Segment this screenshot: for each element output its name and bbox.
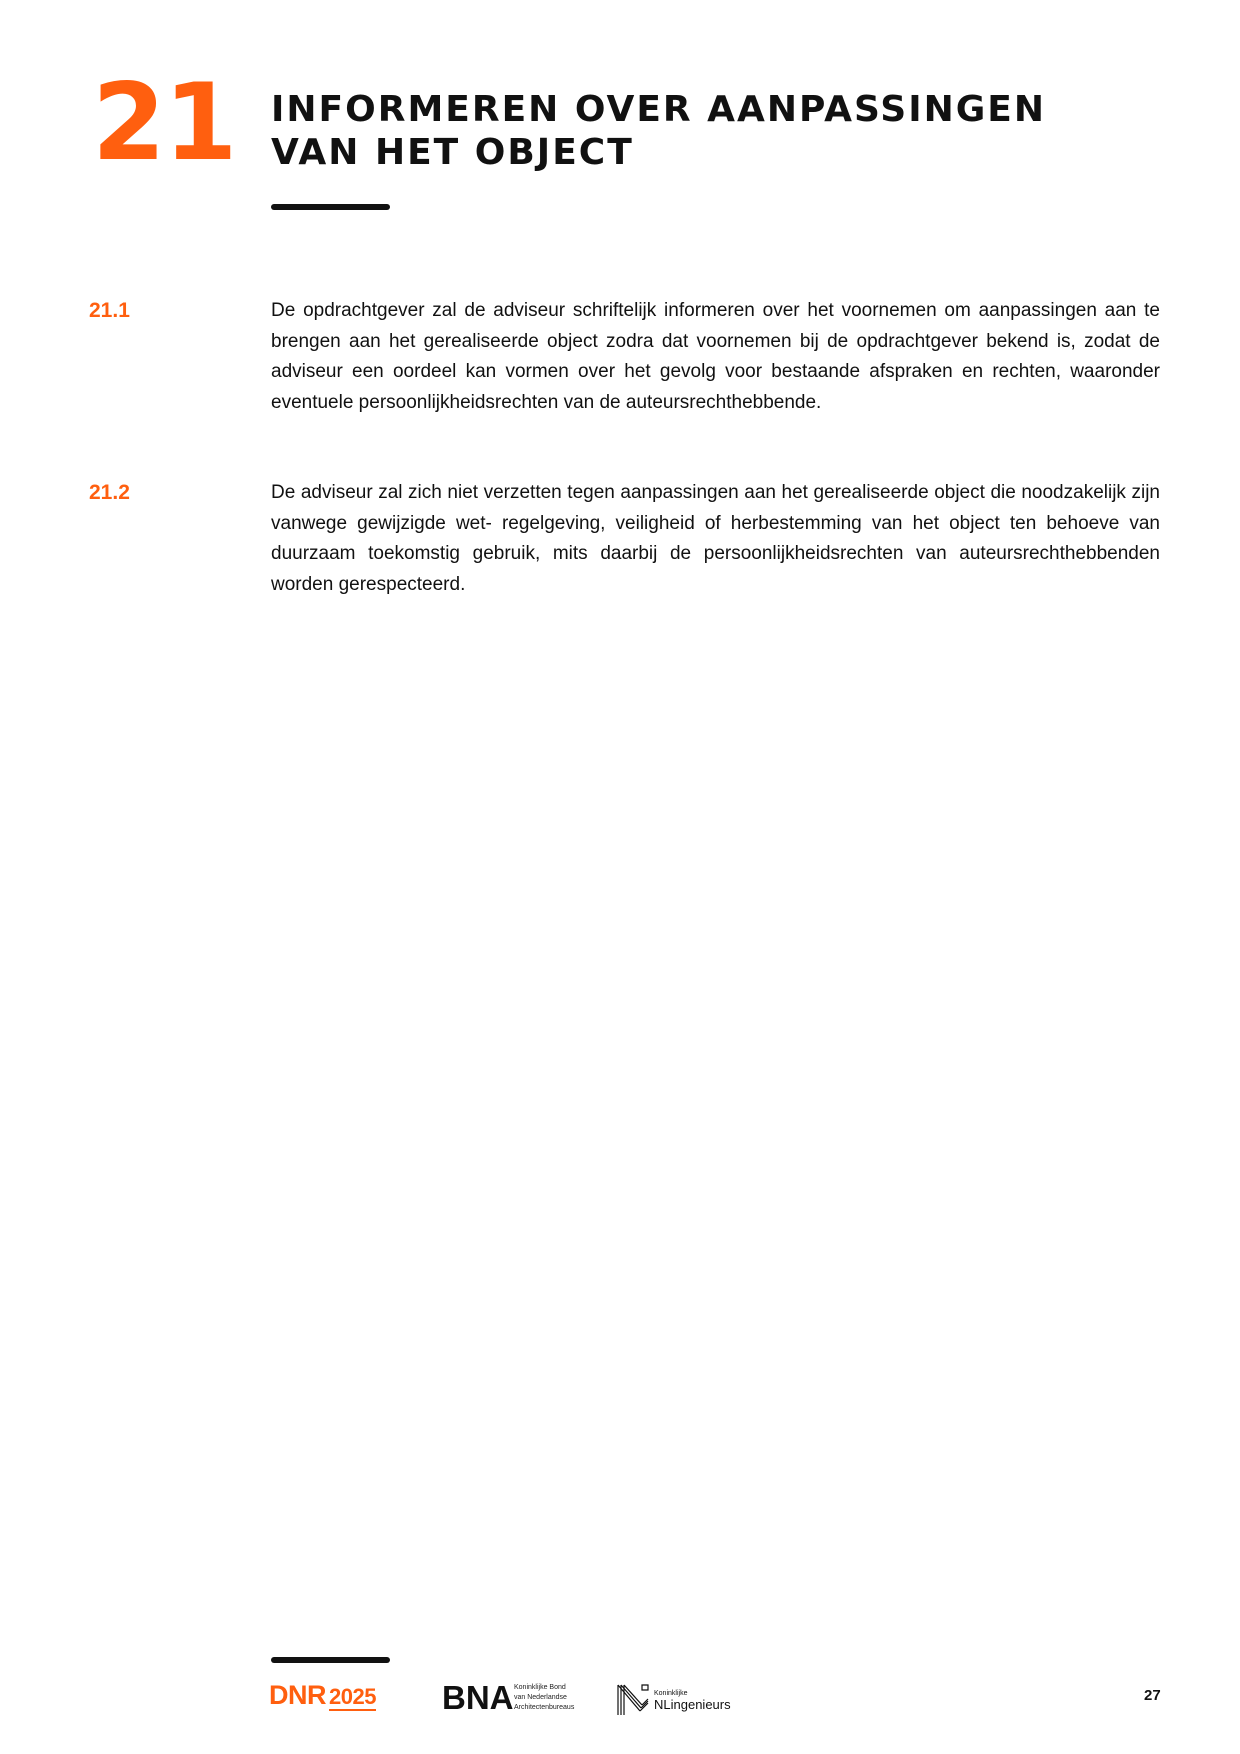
nlingenieurs-logo [654, 1690, 731, 1712]
footer-divider [271, 1657, 390, 1663]
page-number: 27 [1144, 1687, 1161, 1704]
chapter-title [271, 88, 1046, 174]
dnr-logo [269, 1680, 376, 1711]
chapter-title-line1: INFORMEREN OVER AANPASSINGEN [271, 89, 1046, 130]
bna-sub-line: Architectenbureaus [514, 1704, 575, 1711]
section-number: 21.2 [89, 481, 130, 504]
nl-logo-name: NLingenieurs [654, 1697, 731, 1712]
bna-logo: BNA [442, 1679, 514, 1716]
title-divider [271, 204, 390, 210]
section-number: 21.1 [89, 299, 130, 322]
nlingenieurs-mark-icon [616, 1683, 650, 1722]
dnr-logo-year: 2025 [329, 1684, 376, 1709]
nl-logo-small: Koninklijke [654, 1690, 688, 1697]
bna-sub-line: van Nederlandse [514, 1694, 567, 1701]
bna-logo-subtitle [514, 1683, 574, 1713]
section-text: De adviseur zal zich niet verzetten tegen aanpassingen aan het gerealiseerde object die noodzakelijk zijn vanwege gewijzigde wet- regelgeving, veiligheid of herbestemming van het object ten behoeve van duurzaam toekomstig gebruik, mits daarbij de persoonlijkheidsrechten van auteursrechthebbenden worden gerespecteerd. [271, 482, 1160, 595]
dnr-logo-text: DNR [269, 1680, 326, 1710]
section-text: De opdrachtgever zal de adviseur schriftelijk informeren over het voornemen om aanpassingen aan te brengen aan het gerealiseerde object zodra dat voornemen bij de opdrachtgever bekend is, zodat de adviseur een oordeel kan vormen over het gevolg voor bestaande afspraken en rechten, waaronder eventuele persoonlijkheidsrechten van de auteursrechthebbende. [271, 300, 1160, 413]
chapter-title-line2: VAN HET OBJECT [271, 132, 634, 173]
chapter-number: 21 [92, 61, 236, 184]
bna-sub-line: Koninklijke Bond [514, 1684, 566, 1691]
